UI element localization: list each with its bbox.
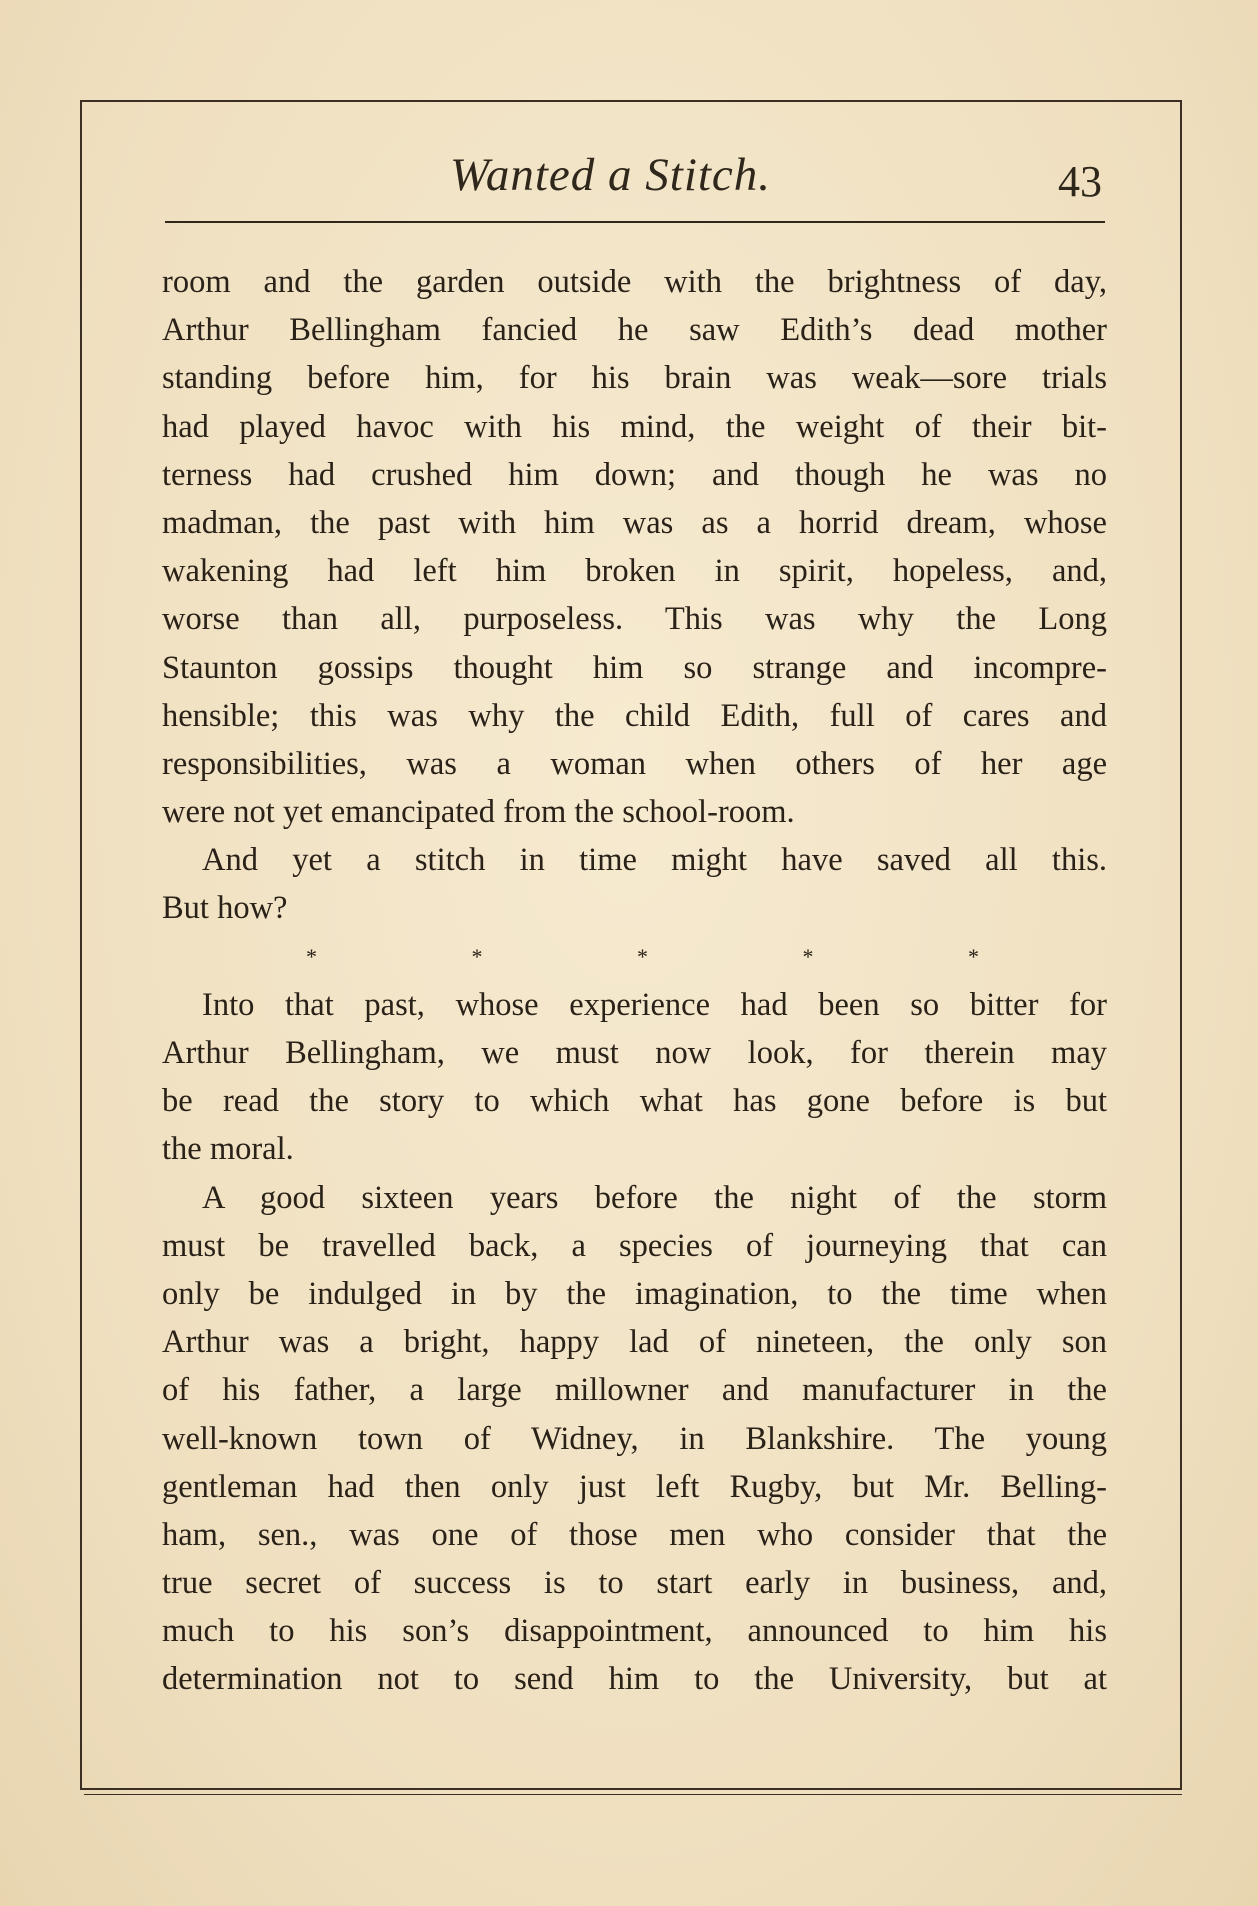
text-line: much to his son’s disappointment, announced to him his (162, 1613, 1107, 1650)
text-line: standing before him, for his brain was weak—sore trials (162, 360, 1107, 397)
text-line: hensible; this was why the child Edith, full of cares and (162, 697, 1107, 734)
text-line: were not yet emancipated from the school-room. (162, 794, 795, 831)
text-line: And yet a stitch in time might have saved all this. (202, 842, 1107, 879)
text-line: only be indulged in by the imagination, to the time when (162, 1275, 1107, 1312)
asterisk: * (968, 943, 979, 969)
text-line: had played havoc with his mind, the weight of their bit- (162, 408, 1107, 445)
text-line: madman, the past with him was as a horrid dream, whose (162, 504, 1107, 541)
text-line: must be travelled back, a species of journeying that can (162, 1227, 1107, 1264)
body-text (162, 258, 1107, 1704)
text-line: the moral. (162, 1131, 294, 1168)
asterisk: * (637, 943, 648, 969)
text-line: terness had crushed him down; and though he was no (162, 456, 1107, 493)
text-line: Staunton gossips thought him so strange and incompre- (162, 649, 1107, 686)
text-line: responsibilities, was a woman when others of her age (162, 745, 1107, 782)
section-break (162, 933, 1107, 981)
page-border-bottom-rule (84, 1794, 1182, 1795)
running-head (165, 148, 1105, 208)
text-line: determination not to send him to the University, but at (162, 1661, 1107, 1698)
text-line: ham, sen., was one of those men who consider that the (162, 1516, 1107, 1553)
text-line: Arthur Bellingham fancied he saw Edith’s dead mother (162, 312, 1107, 349)
text-line: But how? (162, 890, 288, 927)
header-rule (165, 221, 1105, 223)
text-line: Into that past, whose experience had been so bitter for (202, 986, 1107, 1023)
text-line: Arthur Bellingham, we must now look, for therein may (162, 1035, 1107, 1071)
text-line: true secret of success is to start early in business, and, (162, 1565, 1107, 1602)
asterisk: * (802, 943, 814, 969)
text-line: be read the story to which what has gone before is but (162, 1083, 1107, 1120)
text-line: worse than all, purposeless. This was why the Long (162, 601, 1107, 638)
text-line: well-known town of Widney, in Blankshire. The young (162, 1420, 1107, 1457)
text-line: A good sixteen years before the night of the storm (202, 1179, 1107, 1216)
asterisk: * (471, 943, 483, 969)
text-line: room and the garden outside with the brightness of day, (162, 264, 1107, 300)
running-title: Wanted a Stitch. (450, 149, 772, 201)
text-line: of his father, a large millowner and manufacturer in the (162, 1372, 1107, 1409)
text-line: gentleman had then only just left Rugby, but Mr. Belling- (162, 1468, 1107, 1505)
page-number: 43 (1058, 157, 1102, 206)
text-line: wakening had left him broken in spirit, hopeless, and, (162, 553, 1107, 590)
asterisk: * (306, 943, 317, 969)
text-line: Arthur was a bright, happy lad of nineteen, the only son (162, 1324, 1107, 1361)
